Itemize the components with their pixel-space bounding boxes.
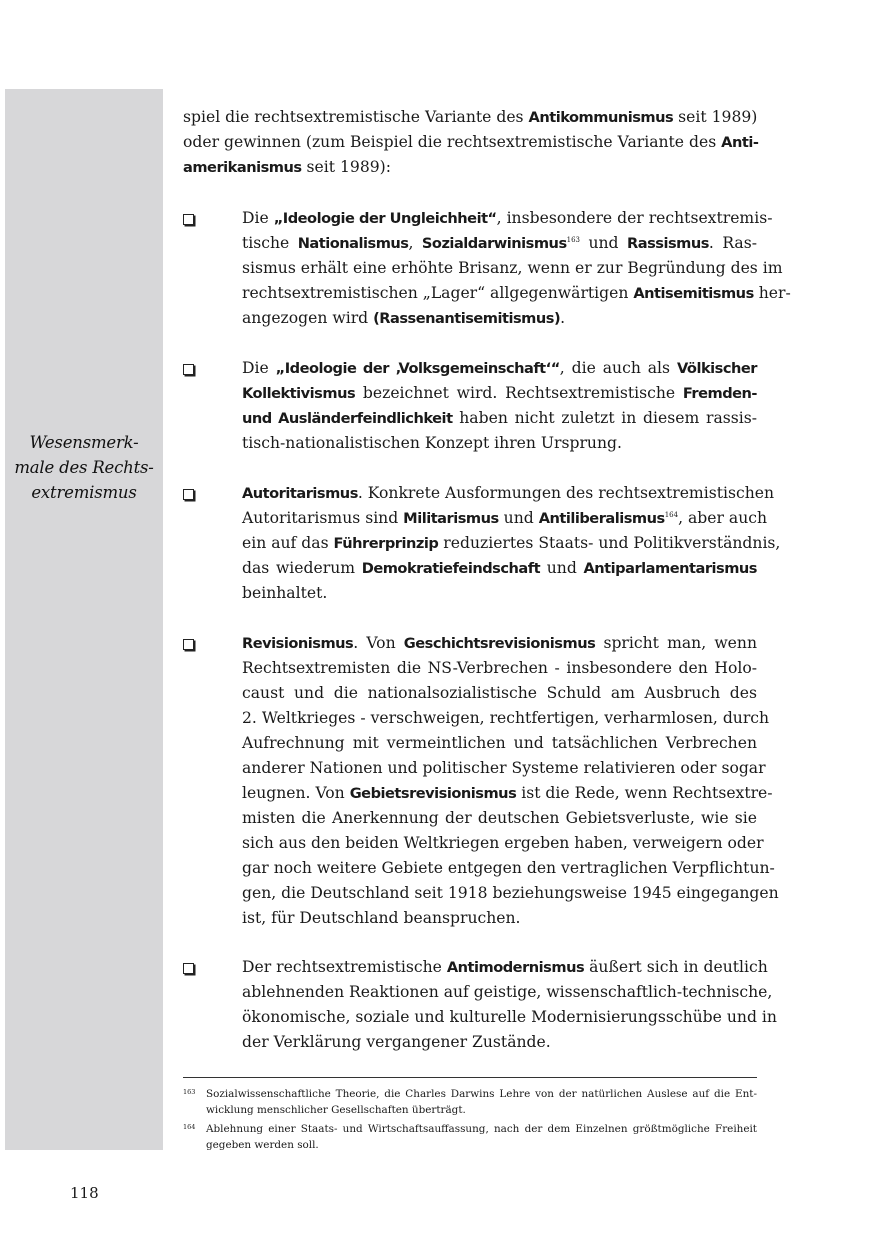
text-run: . Von xyxy=(353,634,404,652)
text-run: . Konkrete Ausformungen des rechtsextremistischen xyxy=(357,484,775,502)
text-run: . Ras- xyxy=(708,234,757,252)
bold-term: und Ausländerfeindlichkeit xyxy=(242,410,453,427)
list-item-line xyxy=(242,231,757,256)
bold-term: Führerprinzip xyxy=(333,535,439,552)
list-item-line xyxy=(242,831,764,856)
list-item-line xyxy=(242,706,770,731)
bold-term: amerikanismus xyxy=(183,159,302,176)
text-run: und xyxy=(580,234,627,252)
text-run: misten die Anerkennung der deutschen Gebietsverluste, wie sie xyxy=(242,809,757,827)
text-run: rechtsextremistischen „Lager“ allgegenwärtigen xyxy=(242,284,634,302)
text-run: spricht man, wenn xyxy=(595,634,757,652)
bold-term: „Ideologie der ‚Volksgemeinschaft‘“ xyxy=(275,360,560,377)
text-run: , die auch als xyxy=(559,359,677,377)
list-item-line xyxy=(242,306,757,331)
text-run: ablehnenden Reaktionen auf geistige, wissenschaftlich-technische, xyxy=(242,983,773,1001)
footnote-text: gegeben werden soll. xyxy=(206,1139,319,1151)
list-item-line xyxy=(242,356,757,381)
list-item-line xyxy=(242,531,781,556)
bold-term: Antiliberalismus xyxy=(538,510,665,527)
text-run: tisch-nationalistischen Konzept ihren Ursprung. xyxy=(242,434,622,452)
text-run: seit 1989) xyxy=(673,108,758,126)
text-run: , xyxy=(408,234,422,252)
list-item-line xyxy=(242,806,757,831)
intro-line xyxy=(183,105,757,130)
list-item-line xyxy=(242,980,773,1005)
text-run: Autoritarismus sind xyxy=(242,509,404,527)
bold-term: Antisemitismus xyxy=(633,285,754,302)
text-run: ist, für Deutschland beanspruchen. xyxy=(242,909,521,927)
bold-term: Fremden- xyxy=(682,385,757,402)
list-item-line xyxy=(242,556,757,581)
text-run: spiel die rechtsextremistische Variante des xyxy=(183,108,529,126)
text-run: . xyxy=(560,309,566,327)
checkbox-bullet-icon xyxy=(183,963,194,974)
list-item-text xyxy=(242,955,777,1055)
page-number: 118 xyxy=(70,1184,99,1202)
intro-line xyxy=(183,155,757,180)
list-item-text xyxy=(242,631,779,931)
bold-term: Nationalismus xyxy=(297,235,409,252)
footnote-text: Ablehnung einer Staats- und Wirtschaftsauffassung, nach der dem Einzelnen größtmögliche Freiheit xyxy=(206,1123,757,1135)
text-run: Rechtsextremisten die NS-Verbrechen - insbesondere den Holo- xyxy=(242,659,757,677)
bold-term: Revisionismus xyxy=(242,635,354,652)
text-run: , insbesondere der rechtsextremis- xyxy=(496,209,773,227)
text-run: oder gewinnen (zum Beispiel die rechtsextremistische Variante des xyxy=(183,133,722,151)
text-run: gen, die Deutschland seit 1918 beziehungsweise 1945 eingegangen xyxy=(242,884,779,902)
list-item-line xyxy=(242,256,783,281)
footnote-text: Sozialwissenschaftliche Theorie, die Charles Darwins Lehre von der natürlichen Auslese auf die Ent- xyxy=(206,1088,757,1100)
text-run: sich aus den beiden Weltkriegen ergeben haben, verweigern oder xyxy=(242,834,764,852)
list-item-line xyxy=(242,431,757,456)
text-run: und xyxy=(498,509,539,527)
footnote-text: wicklung menschlicher Gesellschaften überträgt. xyxy=(206,1104,466,1116)
bold-term: Völkischer xyxy=(676,360,757,377)
list-item-line xyxy=(242,481,775,506)
text-run: der Verklärung vergangener Zustände. xyxy=(242,1033,551,1051)
list-item-line xyxy=(242,206,773,231)
margin-note-line: extremismus xyxy=(31,483,137,502)
list-item-line xyxy=(242,631,757,656)
list-item-text xyxy=(242,481,781,606)
text-run: her- xyxy=(753,284,791,302)
bold-term: Autoritarismus xyxy=(242,485,358,502)
text-run: anderer Nationen und politischer Systeme relativieren oder sogar xyxy=(242,759,766,777)
footnote-ref: 163 xyxy=(566,236,581,244)
list-item-line xyxy=(242,756,766,781)
bold-term: Sozialdarwinismus xyxy=(421,235,567,252)
text-run: ein auf das xyxy=(242,534,334,552)
text-run: seit 1989): xyxy=(301,158,391,176)
bold-term: Demokratiefeindschaft xyxy=(361,560,541,577)
text-run: , aber auch xyxy=(678,509,768,527)
bold-term: Geschichtsrevisionismus xyxy=(403,635,596,652)
list-item-line xyxy=(242,381,757,406)
list-item-line xyxy=(242,955,768,980)
margin-bar xyxy=(5,89,163,1150)
list-item-text xyxy=(242,206,791,331)
text-run: tische xyxy=(242,234,298,252)
text-run: Die xyxy=(242,359,276,377)
margin-note-line: Wesensmerk- xyxy=(29,433,139,452)
text-run: sismus erhält eine erhöhte Brisanz, wenn er zur Begründung des im xyxy=(242,259,783,277)
bold-term: Militarismus xyxy=(403,510,499,527)
list-item-line xyxy=(242,731,757,756)
list-item-line xyxy=(242,1005,777,1030)
text-run: Die xyxy=(242,209,274,227)
checkbox-bullet-icon xyxy=(183,364,194,375)
text-run: leugnen. Von xyxy=(242,784,350,802)
footnote-number: 164 xyxy=(183,1123,196,1131)
text-run: caust und die nationalsozialistische Schuld am Ausbruch des xyxy=(242,684,757,702)
bold-term: Kollektivismus xyxy=(242,385,356,402)
text-run: das wiederum xyxy=(242,559,362,577)
text-run: äußert sich in deutlich xyxy=(584,958,768,976)
bold-term: „Ideologie der Ungleichheit“ xyxy=(273,210,497,227)
text-run: 2. Weltkrieges - verschweigen, rechtfertigen, verharmlosen, durch xyxy=(242,709,770,727)
list-item-line xyxy=(242,581,757,606)
footnote-rule xyxy=(183,1077,757,1078)
list-item-text xyxy=(242,356,757,456)
text-run: ökonomische, soziale und kulturelle Modernisierungsschübe und in xyxy=(242,1008,777,1026)
text-run: angezogen wird xyxy=(242,309,374,327)
list-item-line xyxy=(242,656,757,681)
checkbox-bullet-icon xyxy=(183,489,194,500)
margin-note xyxy=(5,430,163,505)
footnote-ref: 164 xyxy=(664,511,679,519)
bold-term: Rassismus xyxy=(626,235,709,252)
text-run: bezeichnet wird. Rechtsextremistische xyxy=(355,384,683,402)
list-item-line xyxy=(242,856,775,881)
text-run: haben nicht zuletzt in diesem rassis- xyxy=(452,409,758,427)
bold-term: Antimodernismus xyxy=(446,959,585,976)
bold-term: Anti- xyxy=(721,134,759,151)
text-run: und xyxy=(540,559,584,577)
text-run: ist die Rede, wenn Rechtsextre- xyxy=(516,784,773,802)
text-run: gar noch weitere Gebiete entgegen den vertraglichen Verpflichtun- xyxy=(242,859,775,877)
bold-term: Antikommunismus xyxy=(528,109,674,126)
text-run: beinhaltet. xyxy=(242,584,328,602)
bold-term: Gebietsrevisionismus xyxy=(349,785,517,802)
list-item-line xyxy=(242,406,757,431)
list-item-line xyxy=(242,1030,757,1055)
checkbox-bullet-icon xyxy=(183,639,194,650)
bold-term: (Rassenantisemitismus) xyxy=(373,310,561,327)
text-run: Aufrechnung mit vermeintlichen und tatsächlichen Verbrechen xyxy=(242,734,757,752)
list-item-line xyxy=(242,681,757,706)
list-item-line xyxy=(242,281,791,306)
list-item-line xyxy=(242,881,779,906)
checkbox-bullet-icon xyxy=(183,214,194,225)
intro-paragraph xyxy=(183,105,757,180)
text-run: reduziertes Staats- und Politikverständnis, xyxy=(438,534,781,552)
margin-note-line: male des Rechts- xyxy=(14,458,154,477)
list-item-line xyxy=(242,781,773,806)
footnote-number: 163 xyxy=(183,1088,196,1096)
list-item-line xyxy=(242,506,768,531)
bold-term: Antiparlamentarismus xyxy=(583,560,757,577)
text-run: Der rechtsextremistische xyxy=(242,958,447,976)
list-item-line xyxy=(242,906,757,931)
intro-line xyxy=(183,130,757,155)
